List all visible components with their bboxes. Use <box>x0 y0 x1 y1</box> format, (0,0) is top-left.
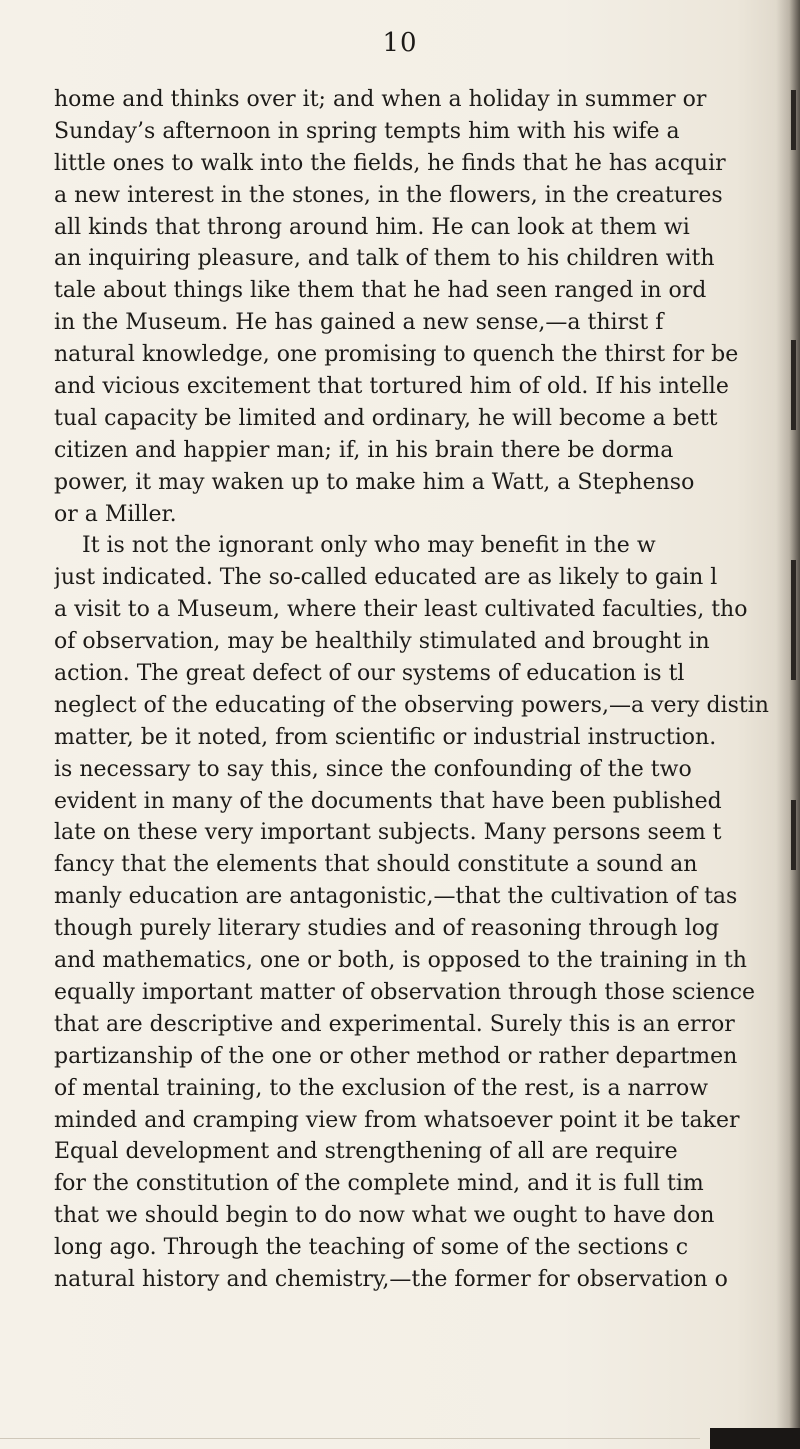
scan-corner-mark <box>710 1428 800 1449</box>
text-line: or a Miller. <box>54 501 177 527</box>
text-line: little ones to walk into the fields, he finds that he has acquir <box>54 150 726 176</box>
text-line: of observation, may be healthily stimulated and brought in <box>54 629 710 655</box>
text-line: late on these very important subjects. Many persons seem t <box>54 820 722 846</box>
text-line: evident in many of the documents that have been published <box>54 788 722 814</box>
text-line: long ago. Through the teaching of some of the sections c <box>54 1235 689 1261</box>
text-line: action. The great defect of our systems of education is tl <box>54 661 685 687</box>
binding-mark <box>791 560 796 680</box>
text-line: that we should begin to do now what we ought to have don <box>54 1203 715 1229</box>
text-line: manly education are antagonistic,—that the cultivation of tas <box>54 884 738 910</box>
text-line: minded and cramping view from whatsoever point it be taker <box>54 1107 740 1133</box>
text-line: though purely literary studies and of reasoning through log <box>54 916 720 942</box>
text-line: partizanship of the one or other method or rather departmen <box>54 1043 738 1069</box>
text-line: that are descriptive and experimental. Surely this is an error <box>54 1011 735 1037</box>
text-line: and mathematics, one or both, is opposed to the training in th <box>54 948 747 974</box>
text-line: Equal development and strengthening of all are require <box>54 1139 678 1165</box>
text-line: natural history and chemistry,—the former for observation o <box>54 1266 728 1292</box>
text-line: tual capacity be limited and ordinary, he will become a bett <box>54 405 718 431</box>
text-line: It is not the ignorant only who may benefit in the w <box>82 533 656 559</box>
text-line: neglect of the educating of the observing powers,—a very distin <box>54 692 769 718</box>
text-line: matter, be it noted, from scientific or industrial instruction. <box>54 724 717 750</box>
text-line: citizen and happier man; if, in his brain there be dorma <box>54 437 674 463</box>
text-line: and vicious excitement that tortured him of old. If his intelle <box>54 374 729 400</box>
text-line: a visit to a Museum, where their least cultivated faculties, tho <box>54 597 748 623</box>
text-line: equally important matter of observation through those science <box>54 979 756 1005</box>
scan-rule <box>0 1438 700 1439</box>
binding-mark <box>791 340 796 430</box>
text-line: is necessary to say this, since the confounding of the two <box>54 756 692 782</box>
paragraph-1 <box>54 84 794 530</box>
text-line: all kinds that throng around him. He can look at them wi <box>54 214 690 240</box>
text-line: just indicated. The so-called educated are as likely to gain l <box>54 565 718 591</box>
page-edge-shadow <box>776 0 800 1449</box>
binding-mark <box>791 800 796 870</box>
paragraph-2 <box>54 530 794 1295</box>
text-line: a new interest in the stones, in the flowers, in the creatures <box>54 182 723 208</box>
text-line: fancy that the elements that should constitute a sound an <box>54 852 698 878</box>
text-line: tale about things like them that he had seen ranged in ord <box>54 278 707 304</box>
text-line: an inquiring pleasure, and talk of them to his children with <box>54 246 715 272</box>
text-line: Sunday’s afternoon in spring tempts him with his wife a <box>54 118 680 144</box>
binding-mark <box>791 90 796 150</box>
text-line: of mental training, to the exclusion of the rest, is a narrow <box>54 1075 709 1101</box>
text-line: power, it may waken up to make him a Watt, a Stephenso <box>54 469 695 495</box>
text-line: in the Museum. He has gained a new sense,—a thirst f <box>54 310 664 336</box>
page-number: 10 <box>382 28 418 58</box>
text-line: home and thinks over it; and when a holiday in summer or <box>54 87 707 112</box>
body-text <box>54 84 794 1296</box>
text-line: for the constitution of the complete mind, and it is full tim <box>54 1171 704 1197</box>
text-line: natural knowledge, one promising to quench the thirst for be <box>54 342 739 368</box>
